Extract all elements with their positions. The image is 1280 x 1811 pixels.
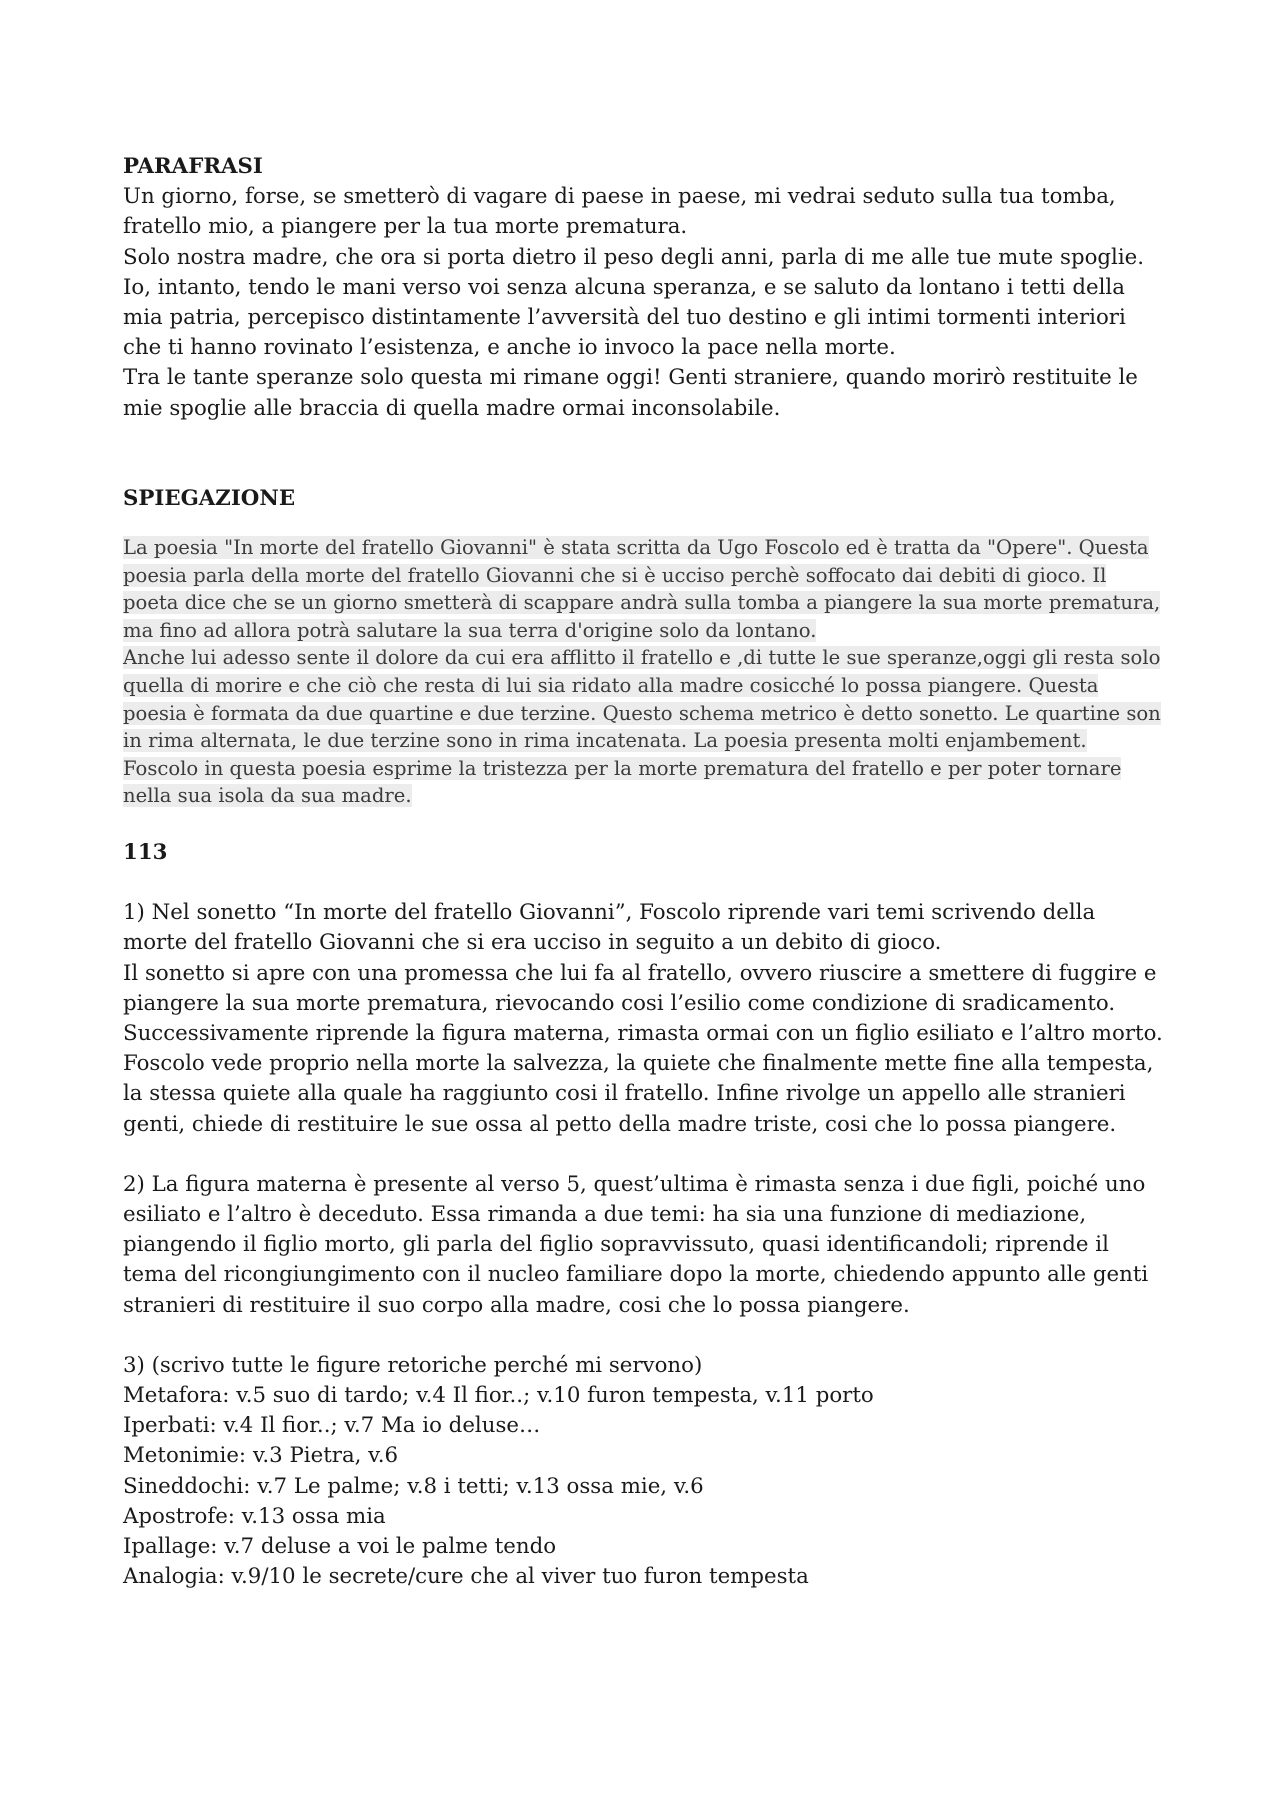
highlighted-span: La poesia "In morte del fratello Giovanni" è stata scritta da Ugo Foscolo ed è tratta da "Opere". Questa poesia parla della morte del fratello Giovanni che si è ucciso perchè soffocato dai debiti di gioco. Il poeta dice che se un giorno smetterà di scappare andrà sulla tomba a piangere la sua morte prematura, ma fino ad allora potrà salutare la sua terra d'origine solo da lontano. (123, 536, 1161, 642)
answer-paragraph: 1) Nel sonetto “In morte del fratello Giovanni”, Foscolo riprende vari temi scrivendo della morte del fratello Giovanni che si era ucciso in seguito a un debito di gioco. (123, 900, 1096, 956)
spiegazione-section (123, 484, 1165, 810)
answer-paragraph: Foscolo vede proprio nella morte la salvezza, la quiete che finalmente mette fine alla tempesta, la stessa quiete alla quale ha raggiunto cosi il fratello. Infine rivolge un appello alle stranieri genti, chiede di restituire le sue ossa al petto della madre triste, cosi che lo possa piangere. (123, 1051, 1154, 1137)
parafrasi-paragraph: Tra le tante speranze solo questa mi rimane oggi! Genti straniere, quando morirò restituite le mie spoglie alle braccia di quella madre ormai inconsolabile. (123, 365, 1138, 421)
parafrasi-heading: PARAFRASI (123, 154, 263, 179)
spacer (123, 810, 1165, 838)
parafrasi-paragraph: Solo nostra madre, che ora si porta dietro il peso degli anni, parla di me alle tue mute spoglie. (123, 244, 1145, 270)
spiegazione-paragraph (123, 534, 1165, 644)
figure-line: Iperbati: v.4 Il fior..; v.7 Ma io deluse… (123, 1413, 541, 1439)
spiegazione-highlighted-text (123, 534, 1165, 810)
answer-paragraph: Successivamente riprende la figura materna, rimasta ormai con un figlio esiliato e l’altro morto. (123, 1020, 1163, 1046)
spiegazione-paragraph (123, 644, 1165, 810)
answer-3 (123, 1351, 1165, 1593)
answer-paragraph: Il sonetto si apre con una promessa che lui fa al fratello, ovvero riuscire a smettere di fuggire e piangere la sua morte prematura, rievocando cosi l’esilio come condizione di sradicamento. (123, 960, 1157, 1016)
answer-2: 2) La figura materna è presente al verso 5, quest’ultima è rimasta senza i due figli, poiché uno esiliato e l’altro è deceduto. Essa rimanda a due temi: ha sia una funzione di mediazione, piangendo il figlio morto, gli parla del figlio sopravvissuto, quasi identificandoli; riprende il tema del ricongiungimento con il nucleo familiare dopo la morte, chiedendo appunto alle genti stranieri di restituire il suo corpo alla madre, cosi che lo possa piangere. (123, 1171, 1149, 1318)
spiegazione-heading: SPIEGAZIONE (123, 485, 296, 511)
parafrasi-paragraph: Io, intanto, tendo le mani verso voi senza alcuna speranza, e se saluto da lontano i tetti della mia patria, percepisco distintamente l’avversità del tuo destino e gli intimi tormenti interiori che ti hanno rovinato l’esistenza, e anche io invoco la pace nella morte. (123, 274, 1126, 361)
figure-line: Analogia: v.9/10 le secrete/cure che al viver tuo furon tempesta (123, 1564, 809, 1590)
spacer (123, 1140, 1165, 1170)
figure-line: Apostrofe: v.13 ossa mia (123, 1503, 386, 1529)
spacer (123, 868, 1165, 898)
parafrasi-section (123, 152, 1165, 424)
spacer (123, 424, 1165, 484)
esercizi-section (123, 838, 1165, 1592)
answer-3-intro: 3) (scrivo tutte le figure retoriche perché mi servono) (123, 1352, 703, 1378)
figure-line: Ipallage: v.7 deluse a voi le palme tendo (123, 1534, 557, 1560)
figure-line: Metafora: v.5 suo di tardo; v.4 Il fior..; v.10 furon tempesta, v.11 porto (123, 1383, 874, 1409)
highlighted-span: Anche lui adesso sente il dolore da cui era afflitto il fratello e ,di tutte le sue speranze,oggi gli resta solo quella di morire e che ciò che resta di lui sia ridato alla madre cosicché lo possa piangere. Questa poesia è formata da due quartine e due terzine. Questo schema metrico è detto sonetto. Le quartine son in rima alternata, le due terzine sono in rima incatenata. La poesia presenta molti enjambement. Foscolo in questa poesia esprime la tristezza per la morte prematura del fratello e per poter tornare nella sua isola da sua madre. (123, 646, 1161, 808)
figure-line: Sineddochi: v.7 Le palme; v.8 i tetti; v.13 ossa mie, v.6 (123, 1473, 704, 1499)
parafrasi-paragraph: Un giorno, forse, se smetterò di vagare di paese in paese, mi vedrai seduto sulla tua tomba, fratello mio, a piangere per la tua morte prematura. (123, 184, 1116, 240)
figure-line: Metonimie: v.3 Pietra, v.6 (123, 1443, 399, 1469)
answer-1 (123, 898, 1165, 1140)
esercizi-heading: 113 (123, 839, 168, 865)
spacer (123, 1321, 1165, 1351)
